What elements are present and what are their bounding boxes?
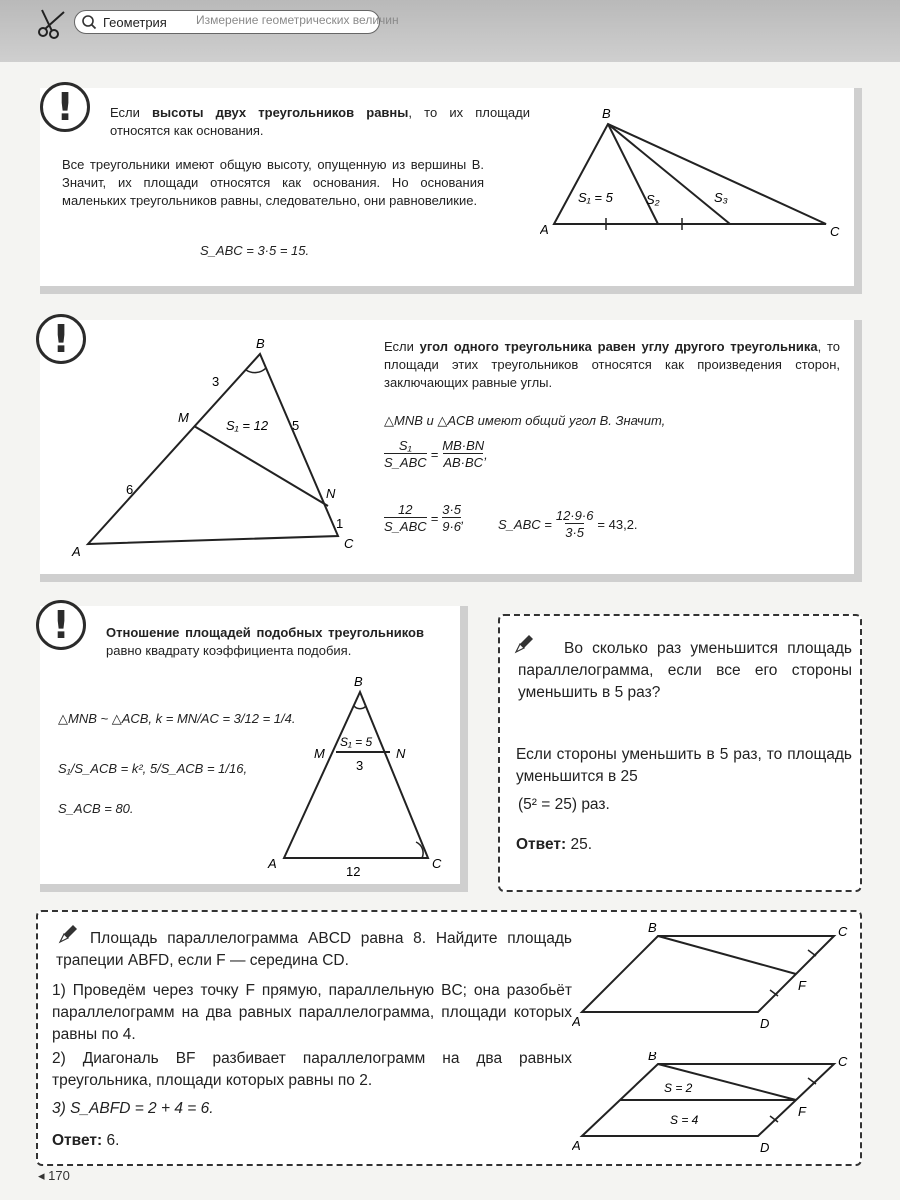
rule-box-heights	[40, 85, 862, 294]
side-label-3: 3	[356, 758, 364, 773]
rule-box-similar	[40, 603, 468, 892]
vertex-label-d: D	[760, 1016, 770, 1030]
area-label-s1: S₁ = 5	[340, 735, 373, 749]
vertex-label-m: M	[178, 410, 189, 425]
task-answer: Ответ: 25.	[516, 836, 593, 853]
vertex-label-a: A	[572, 1138, 581, 1153]
task-solution-bracket: (5² = 25) раз.	[518, 796, 610, 813]
ratio-formula-2: 12 S_ABC = $\frac{3\cdot 5}{9\cdot 6}$ ,	[384, 502, 465, 534]
scissors-icon	[34, 6, 70, 42]
side-label-3: 3	[212, 374, 220, 389]
vertex-label-a: A	[540, 222, 549, 237]
parallelogram-figure-1	[572, 920, 862, 1030]
vertex-label-a: A	[268, 856, 277, 871]
vertex-label-b: B	[648, 920, 657, 935]
area-label-s2: S₂	[646, 192, 660, 207]
area-label-s1: S₁ = 5	[578, 190, 613, 205]
similarity-line-3: S_ACB = 80.	[58, 801, 134, 816]
solution-step-1: 1) Проведём через точку F прямую, параллельную BC; она разобьёт параллелограмм на два равных параллелограмма, площади которых равны по 4.	[52, 982, 572, 1043]
rule-text: Если высоты двух треугольников равны, то их площади относятся как основания.	[110, 105, 531, 138]
explanation-text: Все треугольники имеют общую высоту, опущенную из вершины B. Значит, их площади относятся как основания. Но основания маленьких треугольников равны, следовательно, они равновеликие.	[62, 157, 484, 208]
side-label-12: 12	[346, 864, 361, 879]
side-label-6: 6	[126, 482, 134, 497]
task-box-trapezoid	[36, 910, 862, 1166]
task-box-parallelogram-scale	[498, 614, 862, 892]
vertex-label-n: N	[326, 486, 336, 501]
side-label-1: 1	[336, 516, 344, 531]
vertex-label-b: B	[256, 336, 265, 351]
vertex-label-b: B	[602, 106, 611, 121]
vertex-label-c: C	[838, 924, 848, 939]
vertex-label-d: D	[760, 1140, 770, 1155]
vertex-label-m: M	[314, 746, 325, 761]
exclamation-icon: !	[36, 314, 86, 364]
solution-step-3: 3) S_ABFD = 2 + 4 = 6.	[52, 1100, 214, 1117]
ratio-formula-1: S₁ S_ABC = $\frac{MB\cdot BN}{AB\cdot BC}$ ,	[384, 438, 488, 470]
area-result-formula: S_ABC = $\frac{12\cdot 9\cdot 6}{3\cdot 5}$ = 43,2.	[498, 508, 638, 540]
side-label-5: 5	[292, 418, 300, 433]
vertex-label-b: B	[648, 1052, 657, 1063]
vertex-label-c: C	[830, 224, 840, 239]
triangle-figure-2	[60, 330, 380, 566]
area-label-s2: S = 2	[664, 1081, 693, 1095]
rule-text: Если угол одного треугольника равен углу другого треугольника, то площади этих треугольников относятся как произведения сторон, заключающих равные углы.	[384, 339, 841, 390]
exclamation-icon: !	[40, 82, 90, 132]
task-answer: Ответ: 6.	[52, 1132, 120, 1149]
rule-text: Отношение площадей подобных треугольников равно квадрату коэффициента подобия.	[106, 625, 424, 658]
area-label-s1: S₁ = 12	[226, 418, 269, 433]
page-number: ◂ 170	[38, 1168, 70, 1183]
task-question: Во сколько раз уменьшится площадь параллелограмма, если все его стороны уменьшить в 5 раз?	[518, 640, 852, 701]
rule-box-angles	[40, 317, 862, 582]
vertex-label-c: C	[838, 1054, 848, 1069]
task-question: Площадь параллелограмма ABCD равна 8. Найдите площадь трапеции ABFD, если F — середина CD.	[56, 930, 572, 969]
task-solution: Если стороны уменьшить в 5 раз, то площадь уменьшится в 25	[516, 746, 852, 785]
search-icon	[81, 14, 97, 30]
area-label-s4: S = 4	[670, 1113, 699, 1127]
common-angle-statement: △MNB и △ACB имеют общий угол B. Значит,	[384, 413, 666, 428]
page-header	[0, 0, 900, 62]
section-title-faint: Измерение геометрических величин	[196, 13, 399, 27]
similarity-line-2: S₁/S_ACB = k², 5/S_ACB = 1/16,	[58, 761, 248, 776]
solution-step-2: 2) Диагональ BF разбивает параллелограмм на два равных треугольника, площади которых равны по 2.	[52, 1050, 572, 1089]
vertex-label-c: C	[432, 856, 442, 871]
area-label-s3: S₃	[714, 190, 728, 205]
similarity-line-1: △MNB ~ △ACB, k = MN/AC = 3/12 = 1/4.	[58, 711, 296, 726]
parallelogram-figure-2	[572, 1052, 862, 1162]
vertex-label-n: N	[396, 746, 406, 761]
area-formula: S_ABC = 3·5 = 15.	[200, 243, 310, 258]
subject-title: Геометрия	[103, 14, 167, 30]
vertex-label-b: B	[354, 674, 363, 689]
triangle-figure-3	[266, 670, 462, 880]
vertex-label-a: A	[72, 544, 81, 559]
vertex-label-c: C	[344, 536, 354, 551]
vertex-label-f: F	[798, 1104, 806, 1119]
triangle-figure-1	[540, 100, 850, 250]
vertex-label-a: A	[572, 1014, 581, 1029]
exclamation-icon: !	[36, 600, 86, 650]
vertex-label-f: F	[798, 978, 806, 993]
